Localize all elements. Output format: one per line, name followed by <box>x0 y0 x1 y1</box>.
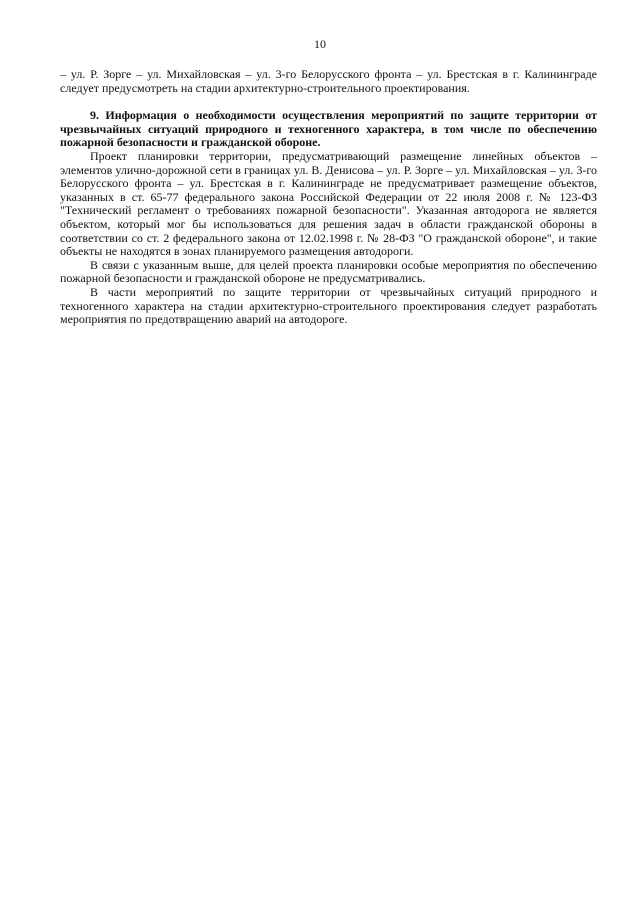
section-heading: 9. Информация о необходимости осуществления мероприятий по защите территории от чрезвычайных ситуаций природного и техногенного характера, в том числе по обеспечению пожарной безопасности и гражданской обороне. <box>60 108 597 150</box>
document-body <box>60 68 597 327</box>
page-number: 10 <box>314 37 326 51</box>
body-paragraph-3: В части мероприятий по защите территории от чрезвычайных ситуаций природного и техногенного характера на стадии архитектурно-строительного проектирования следует разработать мероприятия по предотвращению аварий на автодороге. <box>60 284 597 327</box>
intro-paragraph: – ул. Р. Зорге – ул. Михайловская – ул. 3-го Белорусского фронта – ул. Брестская в г. Калининграде следует предусмотреть на стадии архитектурно-строительного проектирования. <box>60 67 597 95</box>
body-paragraph-2: В связи с указанным выше, для целей проекта планировки особые мероприятия по обеспечению пожарной безопасности и гражданской обороне не предусматривались. <box>60 257 597 286</box>
body-paragraph-1: Проект планировки территории, предусматривающий размещение линейных объектов – элементов улично-дорожной сети в границах ул. В. Денисова – ул. Р. Зорге – ул. Михайловская – ул. 3-го Белорусского фронта – ул. Брестская в г. Калининграде не предусматривает размещение объектов, указанных в ст. 65-77 федерального закона Российской Федерации от 22 июля 2008 г. № 123-ФЗ "Технический регламент о требованиях пожарной безопасности". Указанная автодорога не является объектом, который мог бы использоваться для решения задач в области гражданской обороны в соответствии со ст. 2 федерального закона от 12.02.1998 г. № 28-ФЗ "О гражданской обороне", и такие объекты не находятся в зонах планируемого размещения автодороги. <box>60 148 597 259</box>
